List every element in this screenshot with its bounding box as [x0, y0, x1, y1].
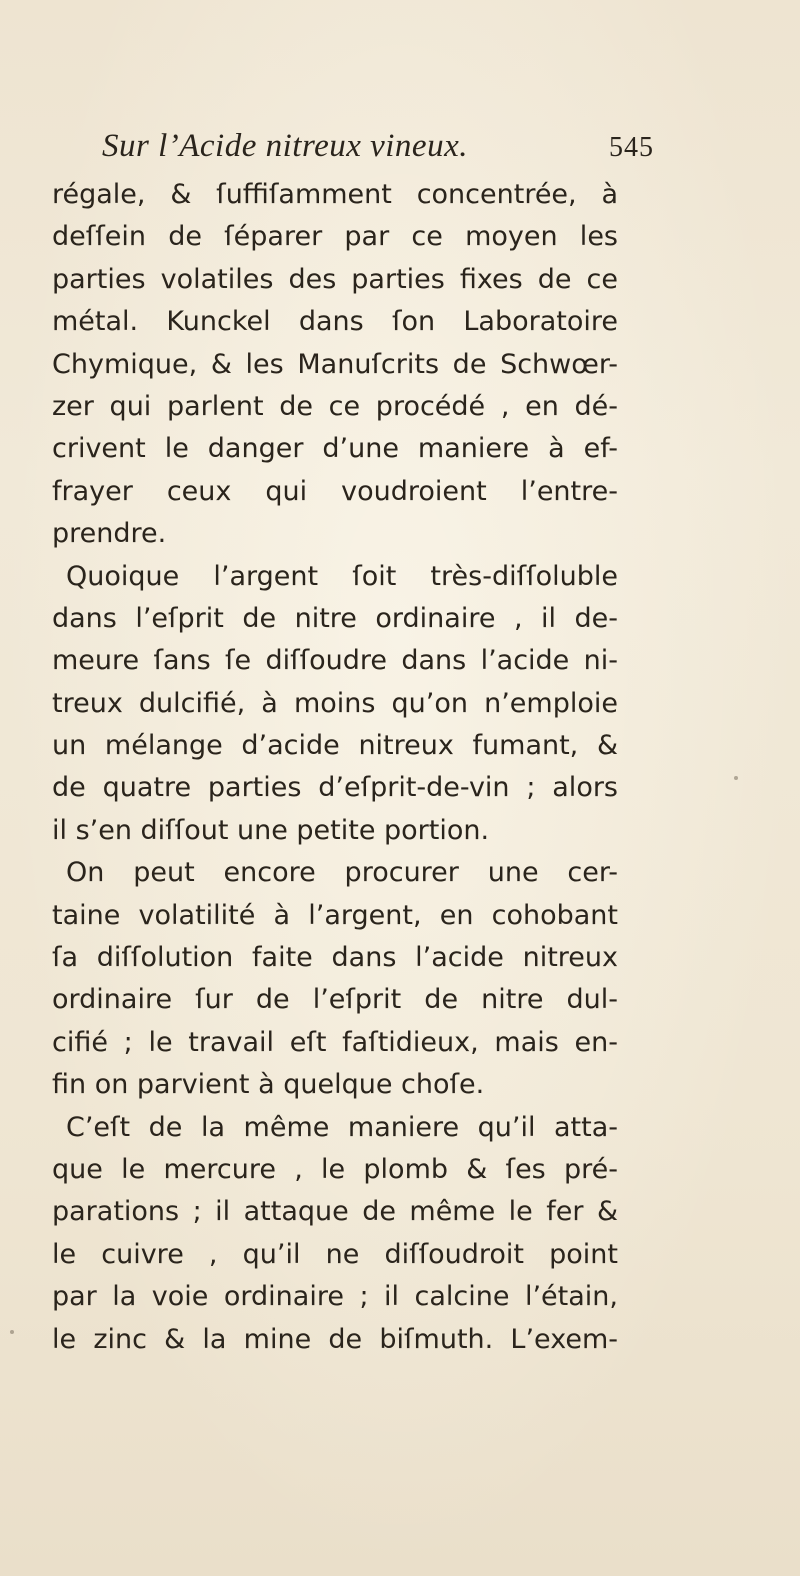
paragraph-start-line: Quoique l’argent ſoit très-diſſoluble — [66, 560, 618, 592]
text-line: crivent le danger d’une maniere à ef- — [52, 433, 618, 465]
text-line: taine volatilité à l’argent, en cohobant — [52, 899, 618, 931]
text-line: le cuivre , qu’il ne diſſoudroit point — [52, 1238, 618, 1270]
text-line: parties volatiles des parties fixes de ce — [52, 263, 618, 295]
text-line: parations ; il attaque de même le fer & — [52, 1196, 618, 1228]
text-line: treux dulcifié, à moins qu’on n’emploie — [52, 687, 618, 719]
text-line: prendre. — [52, 518, 167, 550]
running-head — [64, 128, 654, 174]
text-line: Chymique, & les Manuſcrits de Schwœr- — [52, 348, 618, 380]
text-line: de quatre parties d’eſprit-de-vin ; alors — [52, 772, 618, 804]
text-line: un mélange d’acide nitreux fumant, & — [52, 730, 618, 762]
text-line: deſſein de ſéparer par ce moyen les — [52, 221, 618, 253]
text-line: meure ſans ſe diſſoudre dans l’acide ni- — [52, 645, 618, 677]
paragraph-start-line: C’eſt de la même maniere qu’il atta- — [66, 1111, 618, 1143]
page-number: 545 — [609, 132, 654, 163]
text-line: fin on parvient à quelque choſe. — [52, 1069, 485, 1101]
text-line: zer qui parlent de ce procédé , en dé- — [52, 390, 618, 422]
text-line: il s’en diſſout une petite portion. — [52, 814, 490, 846]
text-line: cifié ; le travail eſt faſtidieux, mais en- — [52, 1026, 618, 1058]
text-line: métal. Kunckel dans ſon Laboratoire — [52, 306, 618, 338]
body-text — [52, 174, 618, 1361]
running-title: Sur l’Acide nitreux vineux. — [102, 128, 468, 164]
paper-speck — [734, 776, 738, 780]
text-line: par la voie ordinaire ; il calcine l’étain, — [52, 1281, 618, 1313]
text-line: frayer ceux qui voudroient l’entre- — [52, 475, 618, 507]
text-line: ordinaire ſur de l’eſprit de nitre dul- — [52, 984, 618, 1016]
text-line: le zinc & la mine de biſmuth. L’exem- — [52, 1323, 618, 1355]
text-line: que le mercure , le plomb & ſes pré- — [52, 1153, 618, 1185]
text-line: ſa diſſolution faite dans l’acide nitreux — [52, 942, 618, 974]
text-line: dans l’eſprit de nitre ordinaire , il de- — [52, 602, 618, 634]
paragraph-start-line: On peut encore procurer une cer- — [66, 857, 618, 889]
text-line: régale, & ſuffiſamment concentrée, à — [52, 179, 618, 210]
paper-speck — [10, 1330, 14, 1334]
